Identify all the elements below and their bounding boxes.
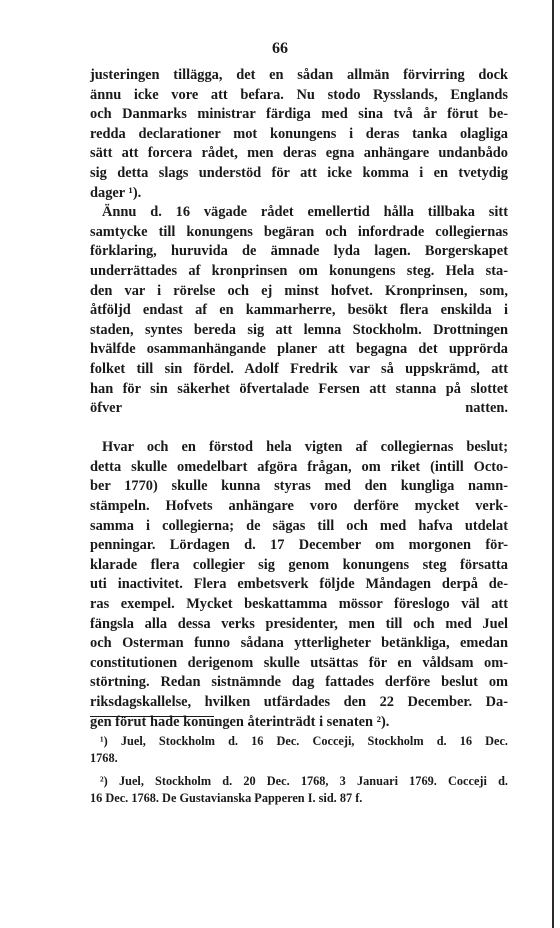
text-line: redda declarationer mot konungens i deras tanka olagliga (90, 125, 508, 142)
text-line: underrättades af kronprinsen om konungens steg. Hela sta- (90, 262, 508, 279)
text-line: constitutionen derigenom skulle utsättas för en våldsam om- (90, 654, 508, 671)
page-edge-border (552, 0, 554, 928)
paragraph (90, 66, 508, 203)
text-line: fängsla alla dessa verks presidenter, men till och med Juel (90, 615, 508, 632)
text-line: staden, syntes bereda sig att lemna Stockholm. Drottningen (90, 321, 508, 338)
text-line: uti inactivitet. Flera embetsverk följde Måndagen derpå de- (90, 576, 508, 593)
text-line: och Osterman funno sådana ytterligheter betänkliga, emedan (90, 635, 508, 652)
text-line: detta skulle omedelbart afgöra frågan, om riket (intill Octo- (90, 458, 508, 475)
text-line: hvälfde osammanhängande planer att begagna det upprörda (90, 341, 508, 358)
body-text (90, 66, 508, 732)
text-line: ännu icke vore att befara. Nu stodo Rysslands, Englands (90, 86, 508, 103)
text-line: han för sin säkerhet öfvertalade Fersen att stanna på slottet (90, 380, 508, 397)
text-line: penningar. Lördagen d. 17 December om morgonen för- (90, 537, 508, 554)
page-number: 66 (272, 40, 288, 57)
footnote-line: ²) Juel, Stockholm d. 20 Dec. 1768, 3 Januari 1769. Cocceji d. (100, 774, 508, 788)
text-line: dager ¹). (90, 184, 142, 201)
text-line: åtföljd endast af en kammarherre, besökt flera enskilda i (90, 302, 508, 319)
text-line: och Danmarks ministrar färdiga med sina två år förut be- (90, 106, 508, 123)
text-line: Hvar och en förstod hela vigten af collegiernas beslut; (102, 439, 508, 456)
paragraph (90, 203, 508, 438)
text-line: Ännu d. 16 vägade rådet emellertid hålla tillbaka sitt (102, 204, 508, 221)
text-line: sätt att forcera rådet, men deras egna anhängare undanbådo (90, 145, 508, 162)
footnote-line: 16 Dec. 1768. De Gustavianska Papperen I. sid. 87 f. (90, 791, 363, 805)
text-line: justeringen tillägga, det en sådan allmän förvirring dock (90, 67, 508, 83)
paragraph (90, 438, 508, 732)
text-line: folket till sin fördel. Adolf Fredrik var så uppskrämd, att (90, 360, 508, 377)
text-line: klarade flera collegier sig genom konungens steg försatta (90, 556, 508, 573)
text-line: samtycke till konungens begäran och infordrade collegiernas (90, 223, 508, 240)
text-line: ras exempel. Mycket beskattamma mössor föreslogo väl att (90, 596, 508, 613)
footnote-divider (90, 716, 214, 717)
footnote-2 (90, 773, 508, 807)
text-line: riksdagskallelse, hvilken utfärdades den 22 December. Da- (90, 694, 508, 710)
footnote-1 (90, 733, 508, 767)
text-line: gen förut hade konungen återinträdt i senaten ²). (90, 713, 390, 730)
text-line: störtning. Redan sistnämnde dag fattades derföre beslut om (90, 674, 508, 691)
text-line (90, 419, 508, 439)
text-line: ber 1770) skulle kunna styras med den kungliga namn- (90, 478, 508, 495)
text-line: samma i collegierna; de sägas till och med hafva utdelat (90, 517, 508, 534)
text-line: den var i rörelse och ej minst hofvet. Kronprinsen, som, (90, 282, 508, 299)
footnotes (90, 733, 508, 807)
footnote-line: ¹) Juel, Stockholm d. 16 Dec. Cocceji, Stockholm d. 16 Dec. (100, 734, 508, 748)
text-line: stämpeln. Hofvets anhängare voro derföre mycket verk- (90, 498, 508, 515)
text-line: öfver natten. (90, 400, 508, 417)
footnote-line: 1768. (90, 751, 118, 765)
text-line: förklaring, huruvida de ämnade lyda lagen. Borgerskapet (90, 243, 508, 260)
text-line: sig detta slags understöd för att icke komma i en tvetydig (90, 164, 508, 181)
